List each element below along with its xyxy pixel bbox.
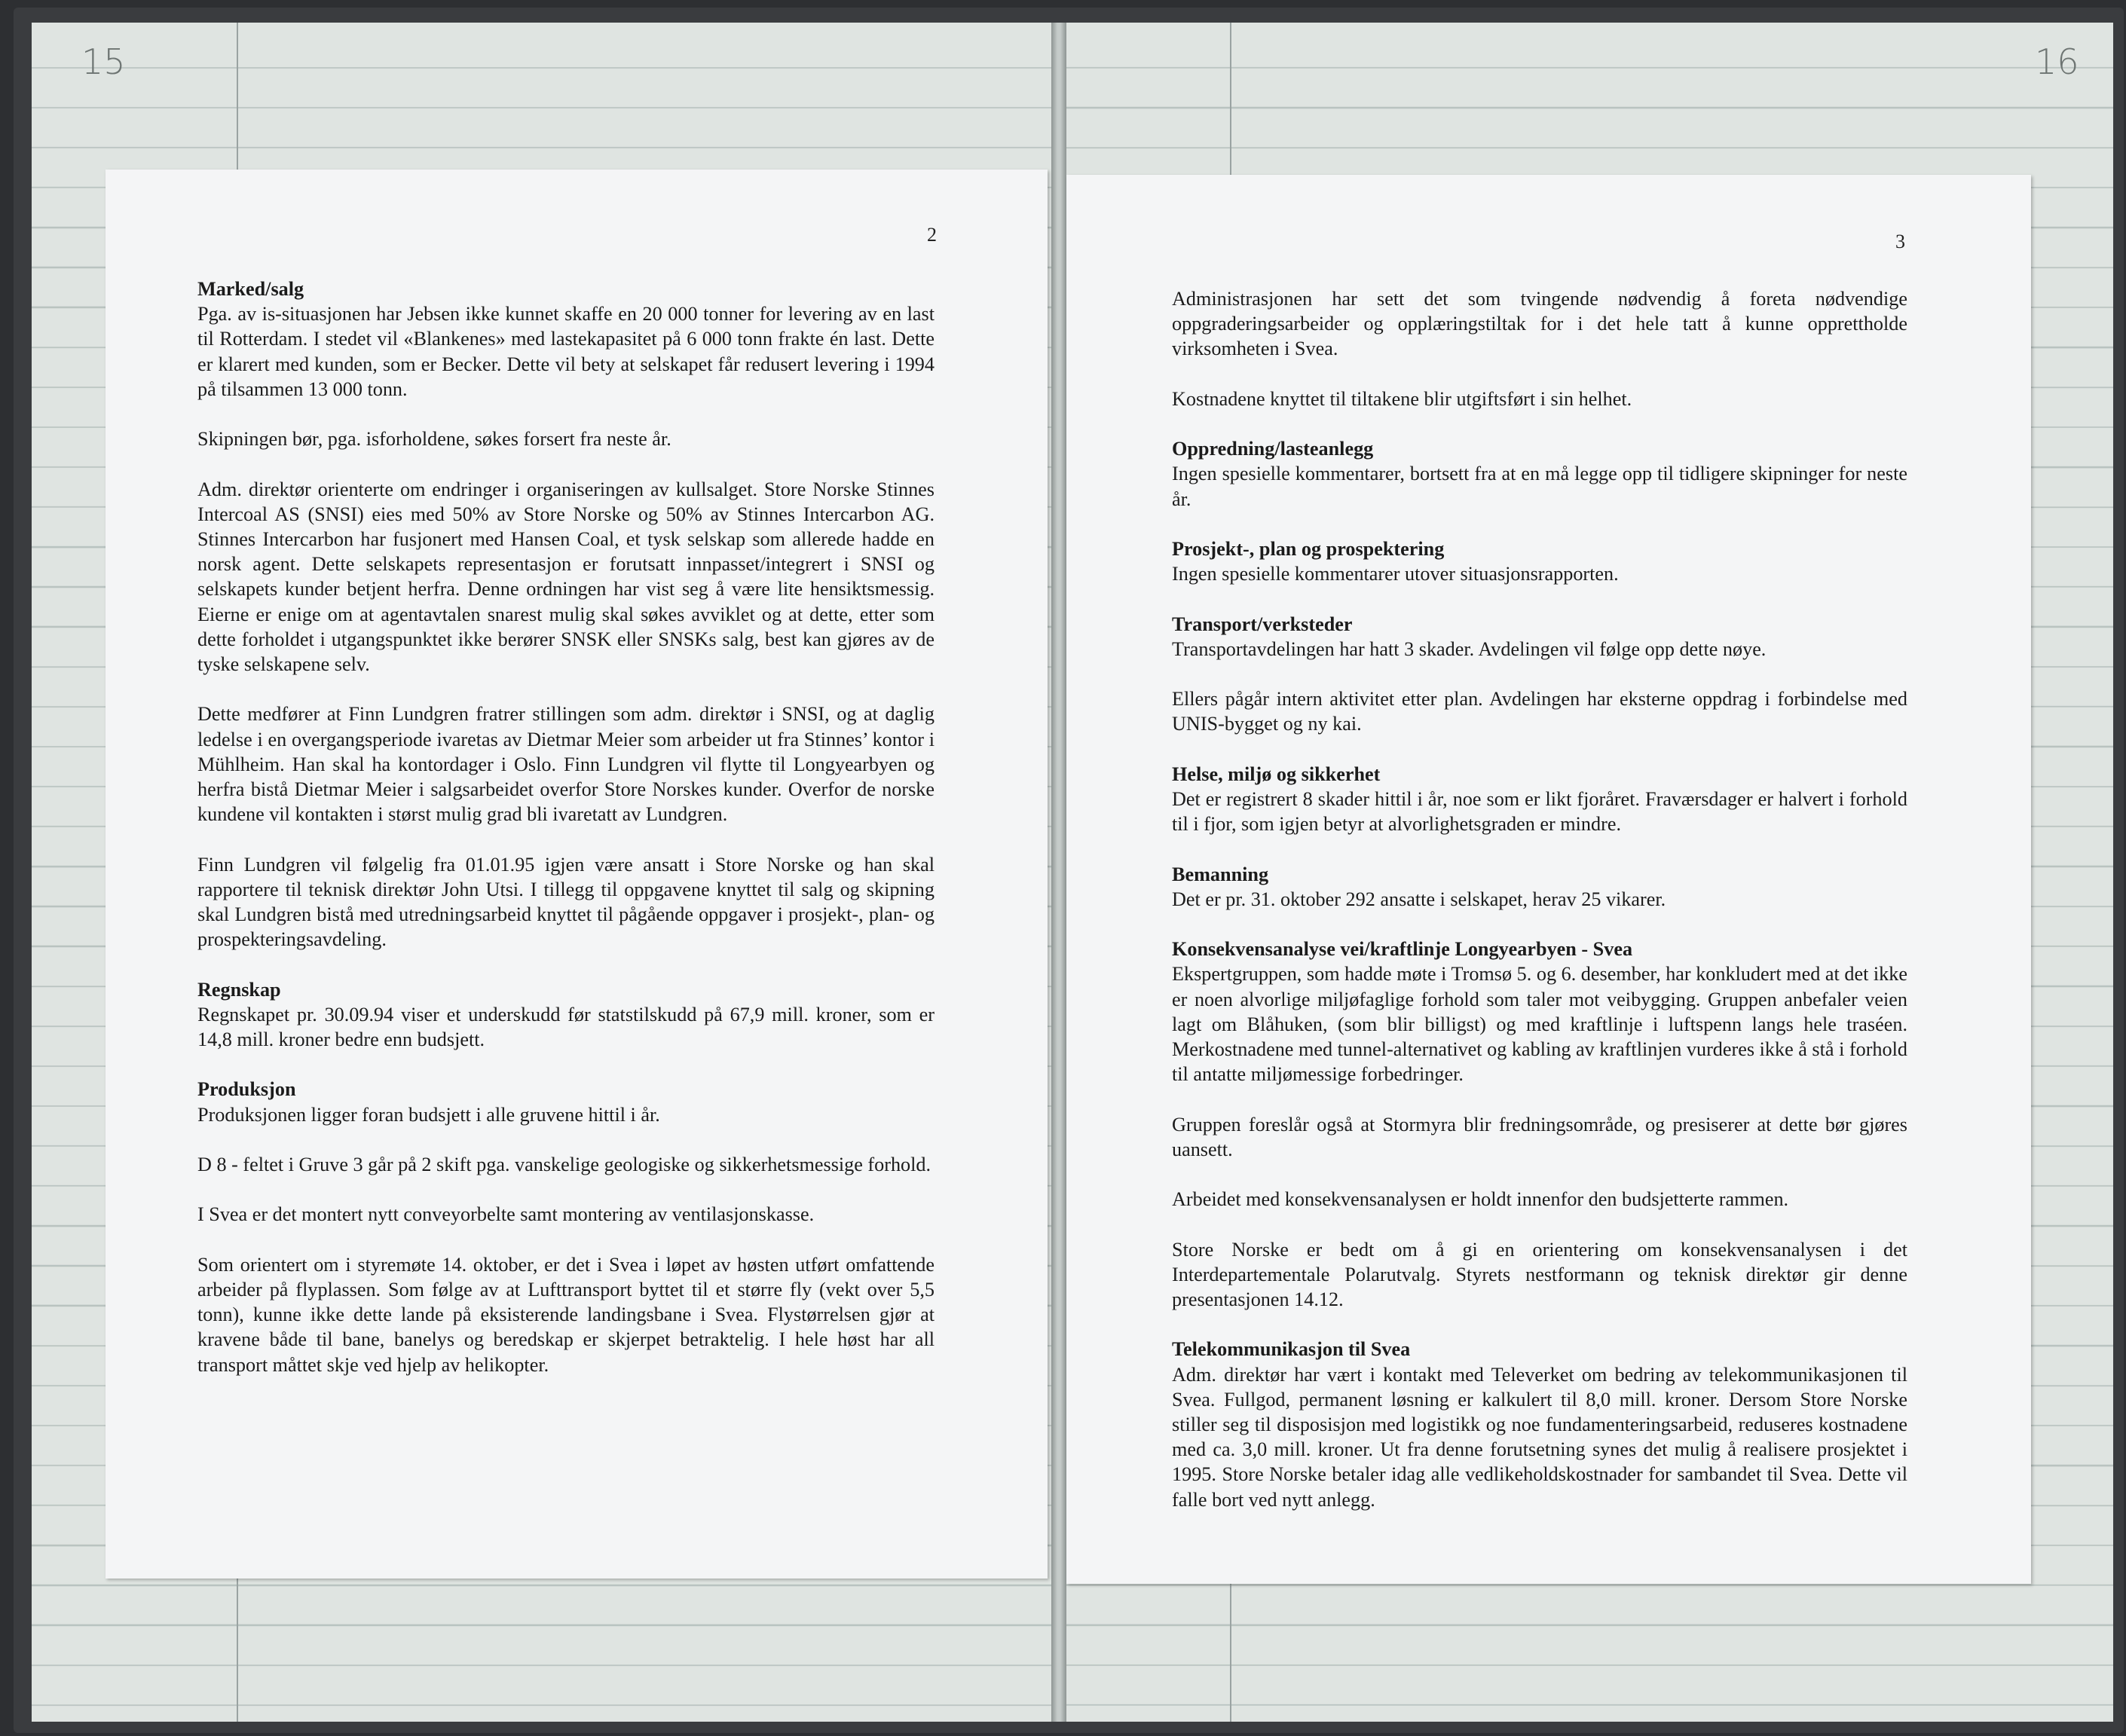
paragraph: Som orientert om i styremøte 14. oktober, er det i Svea i løpet av høsten utført omfattende arbeider på flyplassen. Som følge av at Lufttransport byttet til et større fly (vekt over 5,5 tonn), kunne ikke dette lande på eksisterende landingsbane i Svea. Flystørrelsen gjør at kravene både til bane, banelys og beredskap er skjerpet betraktelig. I hele høst har all transport måttet skje ved hjelp av helikopter.: [197, 1253, 935, 1376]
section-heading: Produksjon: [197, 1078, 296, 1101]
paragraph: Pga. av is-situasjonen har Jebsen ikke kunnet skaffe en 20 000 tonner for levering av en last til Rotterdam. I stedet vil «Blankenes» med lastekapasitet på 6 000 tonn frakte én last. Dette er klarert med kunden, som er Becker. Dette vil bety at selskapet får redusert levering i 1994 på tilsammen 13 000 tonn.: [197, 303, 935, 400]
left-document-sheet: [106, 170, 1048, 1579]
paragraph: Det er registrert 8 skader hittil i år, noe som er likt fjoråret. Fraværsdager er halvert i forhold til i fjor, som igjen betyr at alvorlighetsgraden er mindre.: [1172, 787, 1907, 836]
paragraph: Adm. direktør orienterte om endringer i organiseringen av kullsalget. Store Norske Stinnes Intercoal AS (SNSI) eies med 50% av Store Norske og 50% av Stinnes Intercarbon AG. Stinnes Intercarbon har fusjonert med Hansen Coal, et tysk selskap som allerede hadde en norsk agent. Dette selskapets representasjon er forutsatt innpasset/integrert i SNSI og selskapets kunder betjent herfra. Denne ordningen har vist seg å være lite hensiktsmessig. Eierne er enige om at agentavtalen snarest mulig skal søkes avviklet og at dette, etter som dette forholdet i utgangspunktet ikke berører SNSK eller SNSKs salg, best kan gjøres av de tyske selskapene selv.: [197, 478, 935, 676]
paragraph: Ingen spesielle kommentarer utover situasjonsrapporten.: [1172, 563, 1619, 585]
paragraph: Adm. direktør har vært i kontakt med Televerket om bedring av telekommunikasjonen til Svea. Fullgod, permanent løsning er kalkulert til 8,0 mill. kroner. Dersom Store Norske stiller seg til disposisjon med logistikk og noe fundamenteringsarbeid, reduseres kostnadene med ca. 3,0 mill. kroner. Ut fra denne forutsetning synes det mulig å realisere prosjektet i 1995. Store Norske betaler idag alle vedlikeholdskostnader for sambandet til Svea. Dette vil falle bort ved nytt anlegg.: [1172, 1363, 1907, 1511]
paragraph: Store Norske er bedt om å gi en orientering om konsekvensanalysen i det Interdepartementale Polarutvalg. Styrets nestformann og teknisk direktør gir denne presentasjonen 14.12.: [1172, 1238, 1907, 1310]
section-heading: Prosjekt-, plan og prospektering: [1172, 537, 1445, 560]
sheet-number: 3: [1895, 231, 1905, 252]
section-heading: Oppredning/lasteanlegg: [1172, 438, 1374, 460]
book-spine: [1051, 23, 1066, 1722]
paragraph: Produksjonen ligger foran budsjett i alle gruvene hittil i år.: [197, 1103, 660, 1126]
paragraph: Kostnadene knyttet til tiltakene blir utgiftsført i sin helhet.: [1172, 387, 1632, 410]
section-heading: Regnskap: [197, 978, 281, 1001]
paragraph: Regnskapet pr. 30.09.94 viser et underskudd før statstilskudd på 67,9 mill. kroner, som er 14,8 mill. kroner bedre enn budsjett.: [197, 1003, 935, 1051]
paragraph: Ellers pågår intern aktivitet etter plan. Avdelingen har eksterne oppdrag i forbindelse med UNIS-bygget og ny kai.: [1172, 688, 1907, 735]
paragraph: Finn Lundgren vil følgelig fra 01.01.95 igjen være ansatt i Store Norske og han skal rapportere til teknisk direktør John Utsi. I tillegg til oppgavene knyttet til salg og skipning skal Lundgren bistå med utredningsarbeid knyttet til pågående oppgaver i prosjekt-, plan- og prospekteringsavdeling.: [197, 853, 935, 951]
paragraph: Ingen spesielle kommentarer, bortsett fra at en må legge opp til tidligere skipninger for neste år.: [1172, 463, 1907, 510]
section-heading: Transport/verksteder: [1172, 613, 1353, 635]
sheet-text: [197, 277, 935, 1377]
paragraph: Gruppen foreslår også at Stormyra blir fredningsområde, og presiserer at dette bør gjøres uansett.: [1172, 1113, 1907, 1160]
paragraph: Arbeidet med konsekvensanalysen er holdt innenfor den budsjetterte rammen.: [1172, 1188, 1789, 1211]
sheet-text: [1172, 286, 1907, 1512]
right-page-number: 16: [2035, 41, 2079, 82]
paragraph: Dette medfører at Finn Lundgren fratrer stillingen som adm. direktør i SNSI, og at daglig ledelse i en overgangsperiode ivaretas av Dietmar Meier som arbeider ut fra Stinnes’ kontor i Mühlheim. Han skal ha kontordager i Oslo. Finn Lundgren vil flytte til Longyearbyen og herfra bistå Dietmar Meier i salgsarbeidet overfor Store Norskes kunder. Overfor de norske kundene vil kontakten i størst mulig grad bli ivaretatt av Lundgren.: [197, 703, 935, 826]
section-heading: Telekommunikasjon til Svea: [1172, 1338, 1411, 1361]
left-page-number: 15: [81, 41, 126, 82]
sheet-number: 2: [927, 224, 937, 246]
paragraph: Transportavdelingen har hatt 3 skader. Avdelingen vil følge opp dette nøye.: [1172, 637, 1767, 660]
paragraph: Skipningen bør, pga. isforholdene, søkes forsert fra neste år.: [197, 428, 671, 451]
paragraph: Ekspertgruppen, som hadde møte i Tromsø 5. og 6. desember, har konkludert med at det ikke er noen alvorlige miljøfaglige forhold som taler mot veibygging. Gruppen anbefaler veien lagt om Blåhuken, (som blir billigst) og med kraftlinje i luftspenn langs hele traséen. Merkostnadene med tunnel-alternativet og kabling av kraftlinjen vurderes ikke å stå i forhold til antatte miljømessige forbedringer.: [1172, 963, 1907, 1086]
section-heading: Bemanning: [1172, 863, 1269, 885]
paragraph: D 8 - feltet i Gruve 3 går på 2 skift pga. vanskelige geologiske og sikkerhetsmessige forhold.: [197, 1154, 931, 1175]
paragraph: Det er pr. 31. oktober 292 ansatte i selskapet, herav 25 vikarer.: [1172, 888, 1666, 910]
right-document-sheet: [1066, 175, 2031, 1584]
section-heading: Helse, miljø og sikkerhet: [1172, 763, 1381, 785]
section-heading: Konsekvensanalyse vei/kraftlinje Longyearbyen - Svea: [1172, 938, 1633, 961]
paragraph: I Svea er det montert nytt conveyorbelte samt montering av ventilasjonskasse.: [197, 1203, 815, 1226]
section-heading: Marked/salg: [197, 278, 304, 300]
paragraph: Administrasjonen har sett det som tvingende nødvendig å foreta nødvendige oppgraderingsarbeider og opplæringstiltak for i det hele tatt å kunne opprettholde virksomheten i Svea.: [1172, 288, 1907, 360]
